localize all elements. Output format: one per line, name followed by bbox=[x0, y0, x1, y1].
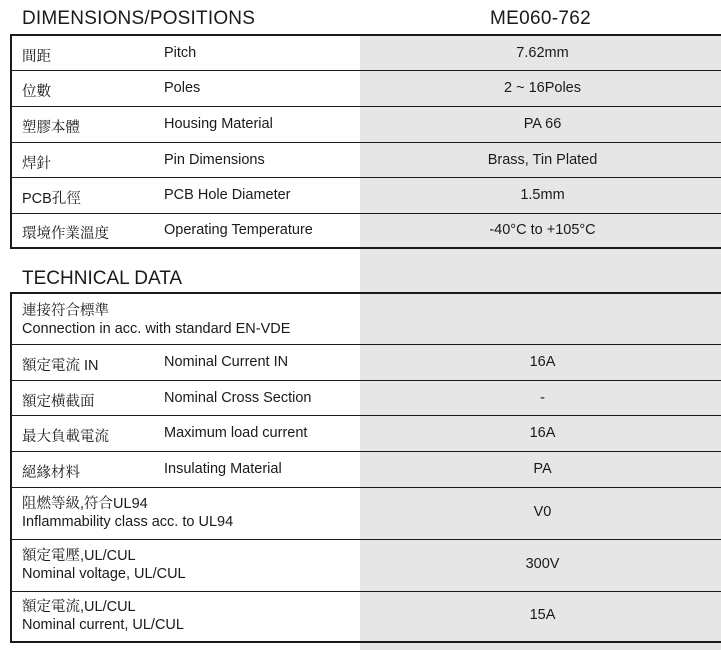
row-label-cn: 額定電流 IN bbox=[22, 358, 99, 374]
row-label-en: Operating Temperature bbox=[164, 222, 313, 238]
row-value: Brass, Tin Plated bbox=[487, 152, 598, 168]
table-row bbox=[12, 214, 721, 247]
row-label-cn: 焊針 bbox=[22, 156, 51, 172]
table-row bbox=[12, 345, 721, 381]
row-value: V0 bbox=[533, 504, 552, 520]
technical-table bbox=[10, 292, 721, 643]
table-row bbox=[12, 416, 721, 452]
table-row bbox=[12, 178, 721, 214]
row-label-en: Nominal Cross Section bbox=[164, 390, 312, 406]
row-label-en: Pin Dimensions bbox=[164, 152, 265, 168]
table-row bbox=[12, 71, 721, 107]
row-label-en: Poles bbox=[164, 80, 201, 96]
row-value: 300V bbox=[525, 556, 560, 572]
row-label-en: PCB Hole Diameter bbox=[164, 187, 291, 203]
table-row bbox=[12, 592, 721, 641]
row-label-en: Nominal current, UL/CUL bbox=[22, 617, 184, 633]
row-label-en: Inflammability class acc. to UL94 bbox=[22, 514, 234, 530]
row-label-cn: 絕緣材料 bbox=[22, 465, 80, 481]
model-number: ME060-762 bbox=[490, 8, 591, 29]
row-label-en: Nominal Current IN bbox=[164, 354, 289, 370]
row-value: 1.5mm bbox=[520, 187, 565, 203]
row-value: 16A bbox=[529, 354, 556, 370]
table-row bbox=[12, 381, 721, 416]
row-value: 7.62mm bbox=[516, 45, 569, 61]
row-value: 16A bbox=[529, 425, 556, 441]
row-label-cn: 環境作業溫度 bbox=[22, 226, 109, 242]
row-label-cn: 位數 bbox=[22, 84, 51, 100]
table-row bbox=[12, 36, 721, 71]
row-value: -40°C to +105°C bbox=[489, 222, 596, 238]
row-value: 15A bbox=[529, 607, 556, 623]
row-label-cn: 連接符合標準 bbox=[22, 303, 109, 319]
row-value: PA 66 bbox=[523, 116, 562, 132]
row-label-cn: 塑膠本體 bbox=[22, 120, 80, 136]
table-row bbox=[12, 452, 721, 488]
row-label-cn: 額定電流,UL/CUL bbox=[22, 599, 136, 615]
table-row bbox=[12, 294, 721, 345]
row-label-cn: 額定電壓,UL/CUL bbox=[22, 548, 136, 564]
row-label-en: Nominal voltage, UL/CUL bbox=[22, 566, 186, 582]
table-row bbox=[12, 488, 721, 540]
row-label-cn: 阻燃等級,符合UL94 bbox=[22, 496, 148, 512]
standard-cell bbox=[22, 302, 290, 338]
row-label-en: Connection in acc. with standard EN-VDE bbox=[22, 321, 291, 337]
multiline-label bbox=[22, 598, 184, 634]
section-title-technical: TECHNICAL DATA bbox=[22, 268, 183, 289]
multiline-label bbox=[22, 495, 233, 531]
table-row bbox=[12, 107, 721, 143]
dimensions-table bbox=[10, 34, 721, 249]
section-title-dimensions: DIMENSIONS/POSITIONS bbox=[22, 8, 256, 29]
header bbox=[0, 0, 721, 34]
multiline-label bbox=[22, 547, 186, 583]
row-label-en: Maximum load current bbox=[164, 425, 308, 441]
row-label-cn: 間距 bbox=[22, 49, 51, 65]
row-value: - bbox=[540, 390, 545, 406]
row-label-en: Pitch bbox=[164, 45, 197, 61]
row-label-cn: 額定橫截面 bbox=[22, 394, 95, 410]
row-label-en: Insulating Material bbox=[164, 461, 282, 477]
row-label-en: Housing Material bbox=[164, 116, 273, 132]
row-value: PA bbox=[533, 461, 552, 477]
table-row bbox=[12, 143, 721, 178]
row-label-cn: PCB孔徑 bbox=[22, 191, 81, 207]
table-row bbox=[12, 540, 721, 592]
row-label-cn: 最大負載電流 bbox=[22, 429, 109, 445]
row-value: 2 ~ 16Poles bbox=[504, 80, 581, 96]
